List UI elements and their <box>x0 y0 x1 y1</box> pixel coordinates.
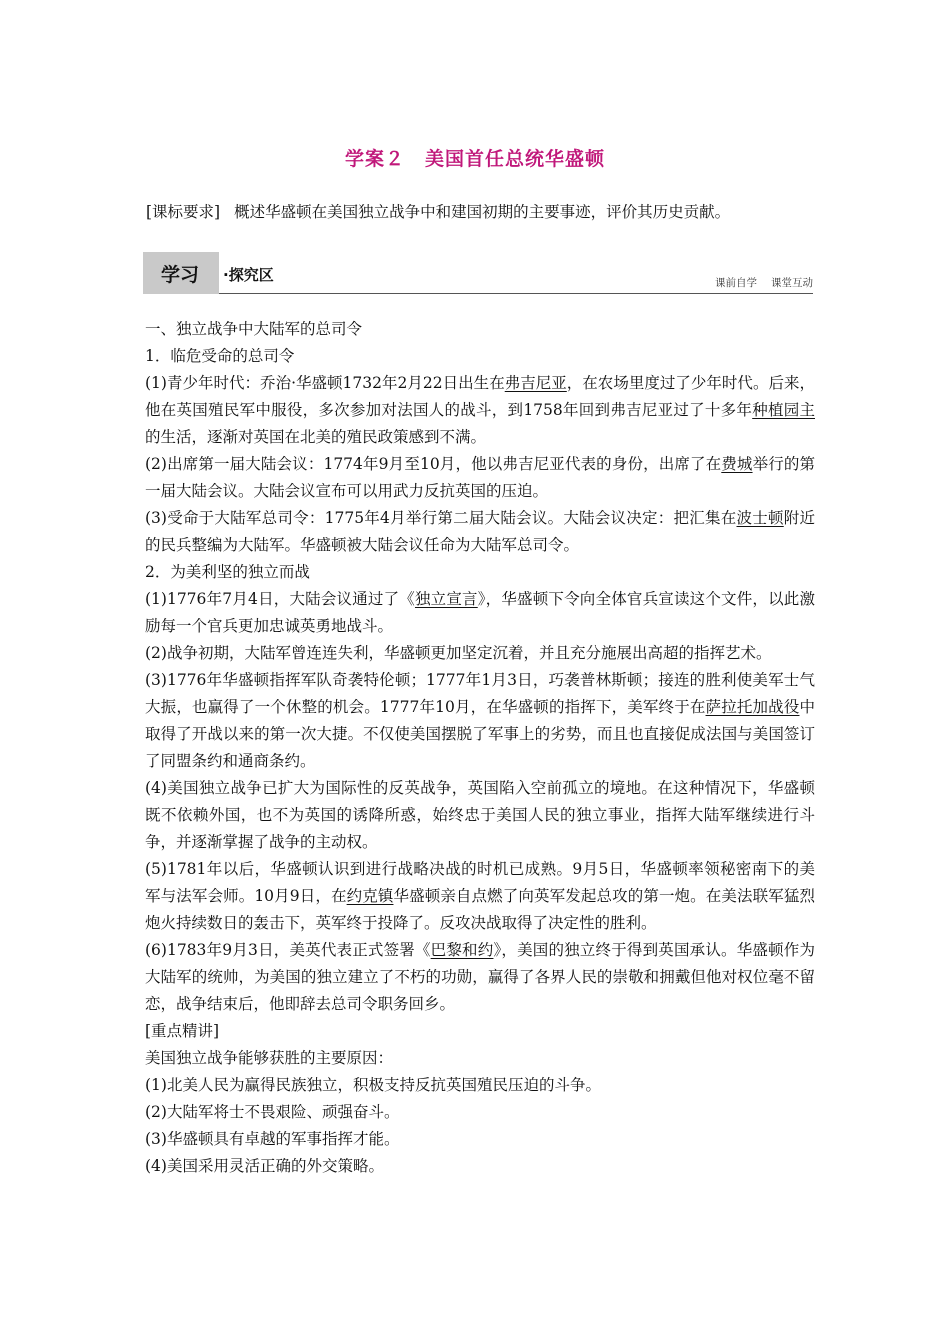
subsection-heading-2: 2．为美利坚的独立而战 <box>145 563 310 581</box>
focus-item: (1)北美人民为赢得民族独立，积极支持反抗英国殖民压迫的斗争。 <box>145 1076 601 1094</box>
requirement-text: 概述华盛顿在美国独立战争中和建国初期的主要事迹，评价其历史贡献。 <box>234 203 731 221</box>
paragraph-paris-treaty: (6)1783年9月3日，美英代表正式签署《巴黎和约》，美国的独立终于得到英国承认。华盛顿作为大陆军的统帅，为美国的独立建立了不朽的功勋，赢得了各界人民的崇敬和拥戴但他对权位毫不留恋，战争结束后，他即辞去总司令职务回乡。 <box>145 941 815 1013</box>
keyword-yorktown: 约克镇 <box>346 887 394 905</box>
subsection-heading-1: 1．临危受命的总司令 <box>145 347 295 365</box>
focus-item: (4)美国采用灵活正确的外交策略。 <box>145 1157 384 1175</box>
focus-item: (2)大陆军将士不畏艰险、顽强奋斗。 <box>145 1103 400 1121</box>
requirement-label: [课标要求] <box>146 203 221 221</box>
keyword-paris-treaty: 巴黎和约 <box>430 941 494 959</box>
nav-class-interaction[interactable]: 课堂互动 <box>771 277 813 289</box>
paragraph-declaration: (1)1776年7月4日，大陆会议通过了《独立宣言》，华盛顿下令向全体官兵宣读这个文件，以此激励每一个官兵更加忠诚英勇地战斗。 <box>145 590 815 635</box>
section-heading: 一、独立战争中大陆军的总司令 <box>145 320 363 338</box>
section-banner <box>143 252 813 294</box>
paragraph-commander: (3)受命于大陆军总司令：1775年4月举行第二届大陆会议。大陆会议决定：把汇集在波士顿附近的民兵整编为大陆军。华盛顿被大陆会议任命为大陆军总司令。 <box>145 509 815 554</box>
paragraph-yorktown: (5)1781年以后，华盛顿认识到进行战略决战的时机已成熟。9月5日，华盛顿率领秘密南下的美军与法军会师。10月9日，在约克镇华盛顿亲自点燃了向英军发起总攻的第一炮。在美法联军猛烈炮火持续数日的轰击下，英军终于投降了。反攻决战取得了决定性的胜利。 <box>145 860 815 932</box>
keyword-boston: 波士顿 <box>736 509 784 527</box>
paragraph-saratoga: (3)1776年华盛顿指挥军队奇袭特伦顿；1777年1月3日，巧袭普林斯顿；接连的胜利使美军士气大振，也赢得了一个休整的机会。1777年10月，在华盛顿的指挥下，美军终于在萨拉托加战役中取得了开战以来的第一次大捷。不仅使美国摆脱了军事上的劣势，而且也直接促成法国与美国签订了同盟条约和通商条约。 <box>145 671 815 770</box>
banner-sub-label: ·探究区 <box>223 266 274 284</box>
paragraph-first-congress: (2)出席第一届大陆会议：1774年9月至10月，他以弗吉尼亚代表的身份，出席了在费城举行的第一届大陆会议。大陆会议宣布可以用武力反抗英国的压迫。 <box>145 455 815 500</box>
banner-main-label: 学习 <box>161 264 200 286</box>
paragraph-international: (4)美国独立战争已扩大为国际性的反英战争，英国陷入空前孤立的境地。在这种情况下，华盛顿既不依赖外国，也不为英国的诱降所惑，始终忠于美国人民的独立事业，指挥大陆军继续进行斗争，并逐渐掌握了战争的主动权。 <box>145 779 815 851</box>
keyword-virginia: 弗吉尼亚 <box>504 374 567 392</box>
paragraph-early-war: (2)战争初期，大陆军曾连连失利，华盛顿更加坚定沉着，并且充分施展出高超的指挥艺术。 <box>145 644 772 662</box>
main-content <box>145 316 815 1180</box>
nav-pre-study[interactable]: 课前自学 <box>715 277 757 289</box>
keyword-philadelphia: 费城 <box>721 455 753 473</box>
course-requirement <box>146 200 730 222</box>
banner-nav <box>701 275 813 290</box>
keyword-planter: 种植园主 <box>752 401 815 419</box>
keyword-declaration: 独立宣言 <box>414 590 478 608</box>
keyword-saratoga: 萨拉托加战役 <box>705 698 800 716</box>
banner-rule <box>219 293 813 294</box>
paragraph-youth: (1)青少年时代：乔治·华盛顿1732年2月22日出生在弗吉尼亚，在农场里度过了少年时代。后来，他在英国殖民军中服役，多次参加对法国人的战斗，到1758年回到弗吉尼亚过了十多年种植园主的生活，逐渐对英国在北美的殖民政策感到不满。 <box>145 374 815 446</box>
focus-intro: 美国独立战争能够获胜的主要原因： <box>145 1049 394 1067</box>
page-title: 学案２ 美国首任总统华盛顿 <box>344 148 605 170</box>
focus-label: [重点精讲] <box>145 1022 220 1040</box>
focus-item: (3)华盛顿具有卓越的军事指挥才能。 <box>145 1130 400 1148</box>
